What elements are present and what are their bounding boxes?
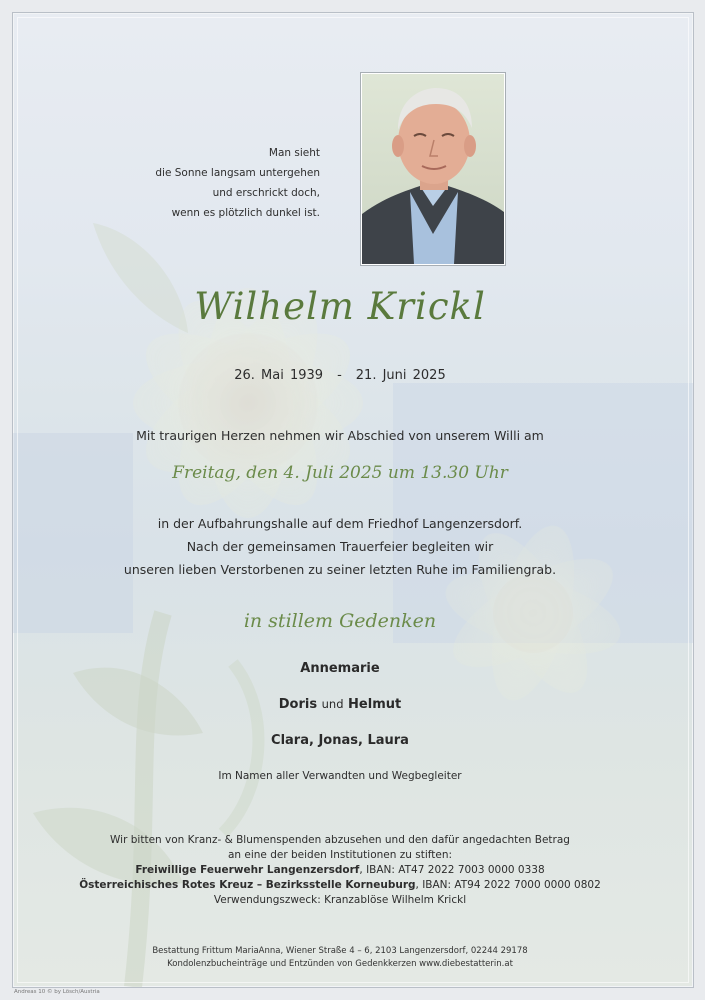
quote-line: und erschrickt doch, xyxy=(212,187,320,199)
donation-note xyxy=(0,833,680,908)
institution-iban: , IBAN: AT47 2022 7003 0000 0338 xyxy=(359,864,545,876)
funeral-datetime: Freitag, den 4. Juli 2025 um 13.30 Uhr xyxy=(172,463,508,483)
donation-institution xyxy=(0,863,680,878)
death-date: 21. Juni 2025 xyxy=(355,368,446,383)
farewell-intro: Mit traurigen Herzen nehmen wir Abschied von unserem Willi am xyxy=(136,428,544,443)
mourner-line: Annemarie xyxy=(300,661,380,676)
on-behalf-line: Im Namen aller Verwandten und Wegbegleiter xyxy=(218,770,462,782)
donation-purpose: Verwendungszweck: Kranzablöse Wilhelm Krickl xyxy=(213,894,467,906)
donation-line: an eine der beiden Institutionen zu stiften: xyxy=(227,849,453,861)
place-line: in der Aufbahrungshalle auf dem Friedhof Langenzersdorf. xyxy=(157,516,523,531)
place-line: unseren lieben Verstorbenen zu seiner letzten Ruhe im Familiengrab. xyxy=(123,562,557,577)
quote-line: die Sonne langsam untergehen xyxy=(155,167,320,179)
quote-line: wenn es plötzlich dunkel ist. xyxy=(171,207,320,219)
funeral-place xyxy=(0,512,680,581)
deceased-name: Wilhelm Krickl xyxy=(194,285,486,328)
mourner-connector: und xyxy=(321,697,344,711)
donation-line: Wir bitten von Kranz- & Blumenspenden abzusehen und den dafür angedachten Betrag xyxy=(110,834,570,846)
life-dates xyxy=(0,368,680,383)
undertaker-footer xyxy=(0,945,680,971)
portrait-image xyxy=(362,74,504,264)
mourner-name: Doris xyxy=(278,697,318,712)
footer-line: Kondolenzbucheinträge und Entzünden von Gedenkkerzen www.diebestatterin.at xyxy=(167,959,513,969)
template-imprint: Andreas 10 © by Lösch/Austria xyxy=(14,989,100,995)
quote-line: Man sieht xyxy=(268,147,320,159)
mourners-heading: in stillem Gedenken xyxy=(243,610,437,632)
institution-name: Österreichisches Rotes Kreuz – Bezirksstelle Korneuburg xyxy=(79,879,416,891)
mourner-name: Helmut xyxy=(348,697,402,712)
footer-line: Bestattung Frittum MariaAnna, Wiener Straße 4 – 6, 2103 Langenzersdorf, 02244 29178 xyxy=(152,946,528,956)
place-line: Nach der gemeinsamen Trauerfeier begleiten wir xyxy=(186,539,494,554)
donation-institution xyxy=(0,878,680,893)
institution-iban: , IBAN: AT94 2022 7000 0000 0802 xyxy=(415,879,601,891)
birth-date: 26. Mai 1939 xyxy=(234,368,324,383)
memorial-quote xyxy=(120,143,320,223)
date-separator: - xyxy=(337,368,342,383)
portrait-photo xyxy=(361,73,505,265)
mourner-line: Clara, Jonas, Laura xyxy=(271,733,409,748)
institution-name: Freiwillige Feuerwehr Langenzersdorf xyxy=(135,864,360,876)
mourner-line xyxy=(0,697,680,712)
